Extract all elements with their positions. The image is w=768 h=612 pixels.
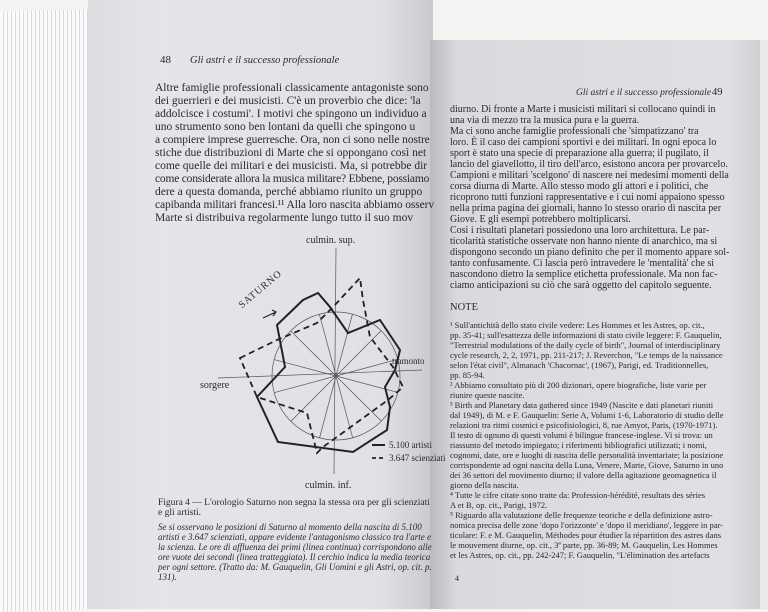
label-culmin-sup: culmin. sup. bbox=[306, 235, 356, 246]
footnote-line: cycle research, 2, 2, 1971, pp. 211-217; J. Reverchon, "Le temps de la naissance bbox=[450, 350, 723, 360]
text-line: Marte si distribuiva regolarmente lungo tutto il suo mov bbox=[155, 212, 414, 224]
artists-solid-line bbox=[257, 293, 400, 452]
text-line: ricoprono tutti funzioni rappresentative e i cui nomi appaiono spesso bbox=[450, 192, 725, 203]
footnote-line: dal 1949), di M. e F. Gauquelin: Serie A, Volumi 1-6, Laboratorio di studio delle bbox=[450, 410, 724, 420]
footnote-line: relazioni tra ritmi cosmici e psicofisiologici, 8, rue Amyot, Paris, (1970-1971). bbox=[450, 420, 718, 430]
footnote-line: pp. 35-41; sull'esattezza delle informazioni di stato civile leggere: F. Gauquelin, bbox=[450, 330, 722, 340]
legend-dashed-label: 3.647 scienziati bbox=[389, 453, 446, 463]
caption-line: Se si osservano le posizioni di Saturno al momento della nascita di 5.100 artisti bbox=[158, 522, 422, 542]
sector-spoke bbox=[291, 331, 336, 376]
direction-arrow-icon bbox=[263, 310, 276, 318]
text-line: Ma ci sono anche famiglie professionali che 'simpatizzano' tra bbox=[450, 126, 699, 137]
footnote-line: "Terrestrial modulations of the daily cycle of birth", Journal of interdisciplinary bbox=[450, 340, 721, 350]
footnote-line: pp. 85-94. bbox=[450, 370, 485, 380]
sector-spoke bbox=[319, 314, 336, 376]
text-line: uno strumento sono ben lontani da quelli che spingono u bbox=[155, 121, 416, 133]
text-line: dere a questa domanda, perché abbiamo riunito un gruppo bbox=[155, 186, 423, 198]
label-culmin-inf: culmin. inf. bbox=[305, 480, 352, 491]
text-line: Giove. E gli esempi potrebbero moltiplicarsi. bbox=[450, 214, 631, 225]
text-line: Altre famiglie professionali classicamente antagoniste sono bbox=[155, 82, 429, 94]
footnote-line: Il testo di ognuno di questi volumi è bilingue francese-inglese. Vi si trova: un bbox=[450, 430, 713, 440]
text-line: a compiere imprese guerresche. Ora, non ci sono nelle nostre bbox=[155, 134, 430, 146]
footnote-line: nomica precisa delle zone 'dopo l'orizzonte' e 'dopo il meridiano', leggere in par- bbox=[450, 520, 724, 530]
sector-spokes bbox=[274, 314, 398, 438]
figure-caption-title bbox=[158, 498, 433, 518]
left-running-head: Gli astri e il successo professionale bbox=[190, 55, 340, 66]
text-line: una via di mezzo tra la musica pura e la guerra. bbox=[450, 115, 640, 126]
text-line: dispongono secondo un piano definito che per il momento appare sol- bbox=[450, 247, 730, 258]
text-line: capibanda militari francesi.¹¹ Alla loro nascita abbiamo osserv bbox=[155, 199, 435, 211]
left-page-number: 48 bbox=[160, 54, 171, 66]
notes-heading: NOTE bbox=[450, 302, 478, 313]
caption-title-end: artisti. bbox=[177, 508, 202, 518]
text-line: come quelle dei militari e dei musicisti. Ma, si potrebbe dir bbox=[155, 160, 428, 172]
footnote-line: ³ Birth and Planetary data gathered since 1949 (Nascite e dati planetari riuniti bbox=[450, 400, 714, 410]
caption-title: Figura 4 — L'orologio Saturno non segna la stessa ora per gli scienziati e gli bbox=[158, 498, 430, 518]
sector-spoke bbox=[336, 359, 398, 376]
label-sorgere: sorgere bbox=[200, 380, 230, 391]
sector-spoke bbox=[336, 376, 381, 421]
text-line: dei guerrieri e dei musicisti. C'è un proverbio che dice: 'la bbox=[155, 95, 421, 107]
label-saturno: SATURNO bbox=[236, 268, 285, 311]
text-line: ciamo anticipazioni su ciò che sarà oggetto del capitolo seguente. bbox=[450, 280, 712, 291]
scientists-dashed-line bbox=[240, 278, 403, 453]
text-line: addolcisce i costumi'. I motivi che spingono un individuo a bbox=[155, 108, 427, 120]
footnote-line: A et B, op. cit., Parigi, 1972. bbox=[450, 500, 548, 510]
footnote-line: dei 36 settori del movimento diurno; il valore della agitazione geomagnetica il bbox=[450, 470, 717, 480]
footnote-line: corrispondente ad ogni nascita della Luna, Venere, Marte, Giove, Saturno in uno bbox=[450, 460, 724, 470]
sector-spoke bbox=[336, 376, 353, 438]
text-line: loro. È il caso dei campioni sportivi e dei militari. In ogni epoca lo bbox=[450, 137, 717, 148]
text-line: sport è stato una specie di preparazione alla guerra; il pugilato, il bbox=[450, 148, 709, 159]
footnote-line: ⁵ Riguardo alla valutazione delle frequenze teoriche e della definizione astro- bbox=[450, 510, 713, 520]
figure-caption bbox=[158, 522, 433, 582]
footnote-line: riassunto del metodo impiegato; i riferimenti bibliografici utilizzati; i nomi, bbox=[450, 440, 707, 450]
footnote-line: et les Astres, op. cit., pp. 242-247; F. Gauquelin, "L'élimination des artefacts bbox=[450, 550, 710, 560]
right-running-head: Gli astri e il successo professionale bbox=[576, 88, 712, 98]
right-page-number: 49 bbox=[712, 87, 723, 98]
text-line: Così i risultati planetari possiedono una loro architettura. Le par- bbox=[450, 225, 710, 236]
footnote-line: riunire queste nascite. bbox=[450, 390, 525, 400]
footnote-line: ⁴ Tutte le cifre citate sono tratte da: Profession-hérédité, resultats des séries bbox=[450, 490, 706, 500]
footnote-line: selon l'état civil", Almanach 'Chacornac', (1967), Parigi, ed. Traditionnelles, bbox=[450, 360, 709, 370]
footnote-line: ² Abbiamo consultato più di 200 dizionari, opere biografiche, liste varie per bbox=[450, 380, 707, 390]
text-line: stiche due distribuzioni di Marte che si oppongano così net bbox=[155, 147, 427, 159]
caption-line: (Tratto da: M. Gauquelin, Gli Uomini e gli Astri, op. cit. p. 131). bbox=[158, 562, 432, 582]
signature-mark: 4 bbox=[455, 574, 459, 583]
footnotes bbox=[450, 320, 750, 560]
text-line: ticolarità statistiche osservate non hanno niente di anarchico, ma si bbox=[450, 236, 718, 247]
text-line: come considerate allora la musica militare? Ebbene, possiamo bbox=[155, 173, 430, 185]
sector-spoke bbox=[336, 376, 398, 392]
text-line: corsa diurna di Marte. Allo stesso modo gli attori e i politici, che bbox=[450, 181, 709, 192]
footnote-line: ticolare: F. e M. Gauquelin, Méthodes pour étudier la répartition des astres dans bbox=[450, 530, 722, 540]
footnote-line: ¹ Sull'antichità dello stato civile vedere: Les Hommes et les Astres, op. cit., bbox=[450, 320, 705, 330]
text-line: Campioni e militari 'scelgono' di nascere nei medesimi momenti della bbox=[450, 170, 729, 181]
footnote-line: cognomi, date, ore e luoghi di nascita delle personalità inventariate; la posizione bbox=[450, 450, 724, 460]
sector-spoke bbox=[320, 376, 336, 438]
sector-spoke bbox=[336, 314, 352, 376]
sector-spoke bbox=[274, 376, 336, 393]
label-tramonto: tramonto bbox=[392, 356, 425, 366]
text-line: lancio del giavellotto, il tiro dell'arco, esistono ancora per provarcelo. bbox=[450, 159, 728, 170]
legend-solid-label: 5.100 artisti bbox=[389, 440, 432, 450]
sector-spoke bbox=[336, 331, 381, 376]
text-line: tanto confusamente. Ci lascia però intravedere le 'mentalità' che si bbox=[450, 258, 715, 269]
sector-spoke bbox=[291, 376, 336, 421]
footnote-line: le mouvement diurne, op. cit., 3ª parte, pp. 36-89; M. Gauquelin, Les Hommes bbox=[450, 540, 718, 550]
caption-line: Le ore di affluenza dei primi (linea continua) corrispondono alle ore vuote dei bbox=[158, 542, 432, 562]
caption-line: secondi (linea tratteggiata). Il cerchio indica la media teorica per ogni settore. bbox=[158, 552, 431, 572]
right-body-text bbox=[450, 104, 750, 291]
text-line: diurno. Di fronte a Marte i musicisti militari si collocano quindi in bbox=[450, 104, 716, 115]
caption-line: e 3.647 scienziati, appare evidente l'antagonismo classico tra l'arte e la scienza. bbox=[158, 532, 431, 552]
text-line: nascondono dietro la semplice etichetta professionale. Ma non fac- bbox=[450, 269, 718, 280]
text-line: nella prima pagina dei giornali, hanno lo stesso orario di nascita per bbox=[450, 203, 722, 214]
footnote-line: giorno della nascita. bbox=[450, 480, 519, 490]
